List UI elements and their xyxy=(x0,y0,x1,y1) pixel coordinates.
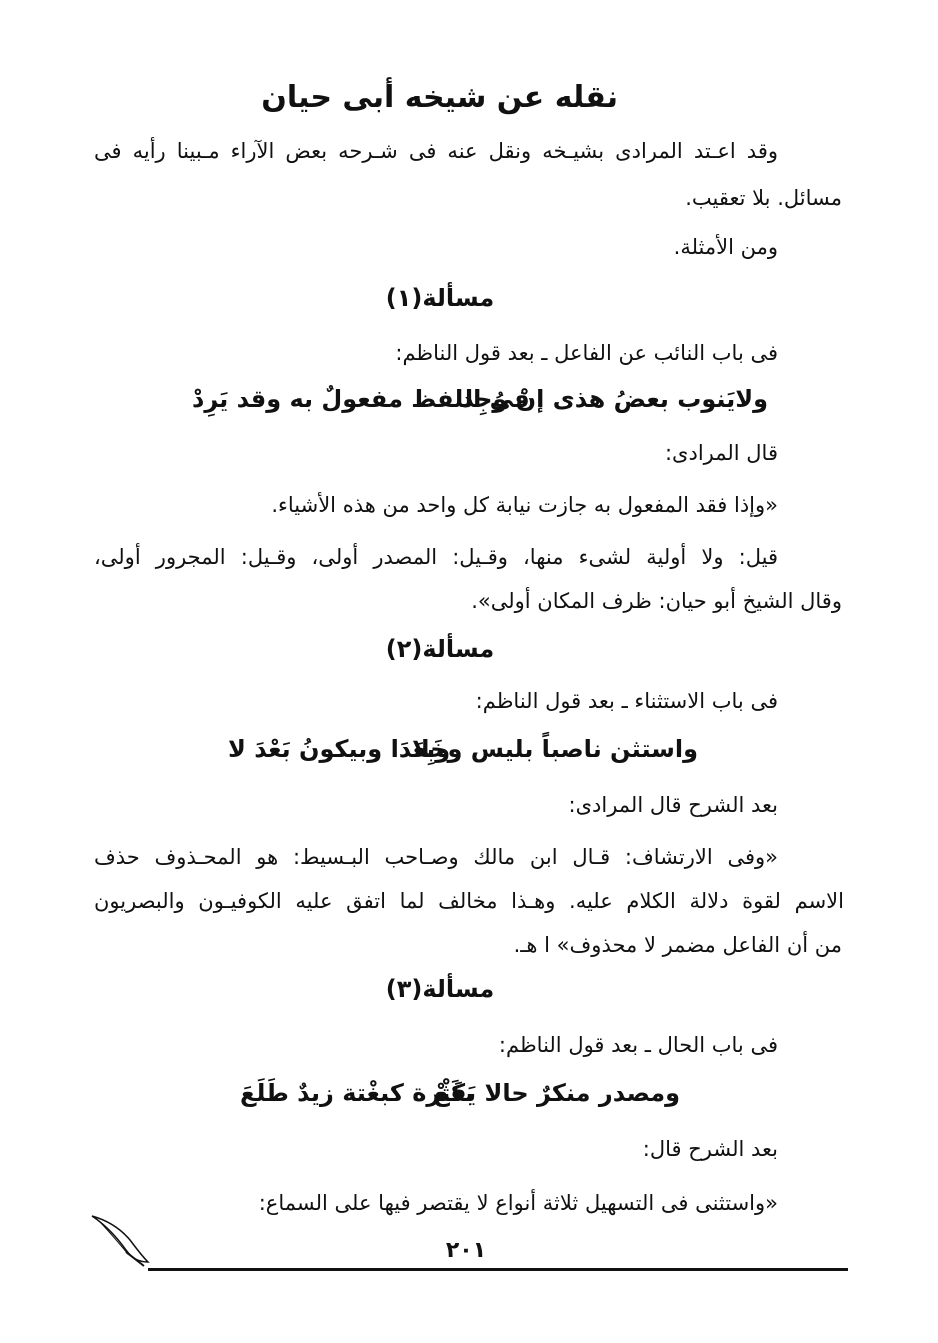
issue-1-quote-line-1: «وإذا فقد المفعول به جازت نيابة كل واحد من هذه الأشياء. xyxy=(271,493,778,517)
intro-line-2: مسائل. بلا تعقيب. xyxy=(685,186,842,210)
issue-2-quote-line-3: من أن الفاعل مضمر لا محذوف» ا هـ. xyxy=(513,933,842,957)
issue-2-verse-right: واستثن ناصباً بليس وخَلا xyxy=(412,735,698,763)
issue-1-quote-line-2: قيل: ولا أولية لشىء منها، وقـيل: المصدر أولى، وقـيل: المجرور أولى، xyxy=(94,545,778,569)
issue-3-after: بعد الشرح قال: xyxy=(642,1137,778,1161)
issue-1-quote-line-3: وقال الشيخ أبو حيان: ظرف المكان أولى». xyxy=(471,589,842,613)
issue-2-verse-left: وبِعَدَا وبيكونُ بَعْدَ لا xyxy=(228,735,451,763)
issue-3-verse-right: ومصدر منكرٌ حالا يَقَعْ xyxy=(433,1079,680,1107)
page-title: نقله عن شيخه أبى حيان xyxy=(261,80,618,115)
issue-2-quote-line-1: «وفى الارتشاف: قـال ابن مالك وصـاحب البـسيط: هو المحـذوف حذف xyxy=(94,845,778,869)
issue-3-heading: مسألة(٣) xyxy=(385,975,495,1003)
footer-rule xyxy=(148,1268,848,1271)
issue-2-quote-line-2: الاسم لقوة دلالة الكلام عليه. وهـذا مخالف لما اتفق عليه الكوفيـون والبصريون xyxy=(94,889,844,913)
issue-3-quote-line-1: «واستثنى فى التسهيل ثلاثة أنواع لا يقتصر فيها على السماع: xyxy=(258,1191,778,1215)
issue-1-heading: مسألة(١) xyxy=(385,284,495,312)
issue-2-context: فى باب الاستثناء ـ بعد قول الناظم: xyxy=(475,689,778,713)
issue-2-after: بعد الشرح قال المرادى: xyxy=(568,793,778,817)
quill-pen-icon xyxy=(86,1210,156,1272)
page-number: ٢٠١ xyxy=(445,1238,487,1263)
issue-3-verse-left: بكَثْرة كبغْتة زيدٌ طَلَعَ xyxy=(240,1079,475,1107)
issue-1-context: فى باب النائب عن الفاعل ـ بعد قول الناظم: xyxy=(395,341,778,365)
issue-1-said: قال المرادى: xyxy=(664,441,778,465)
intro-line-1: وقد اعـتد المرادى بشيـخه ونقل عنه فى شـرحه بعض الآراء مـبينا رأيه فى xyxy=(94,139,778,163)
issue-1-verse-right: ولايَنوب بعضُ هذى إنْ وُجِد xyxy=(461,385,768,413)
issue-2-heading: مسألة(٢) xyxy=(385,635,495,663)
issue-1-verse-left: فى اللفظ مفعولٌ به وقد يَرِدْ xyxy=(192,385,530,413)
issue-3-context: فى باب الحال ـ بعد قول الناظم: xyxy=(498,1033,778,1057)
examples-intro: ومن الأمثلة. xyxy=(673,235,778,259)
